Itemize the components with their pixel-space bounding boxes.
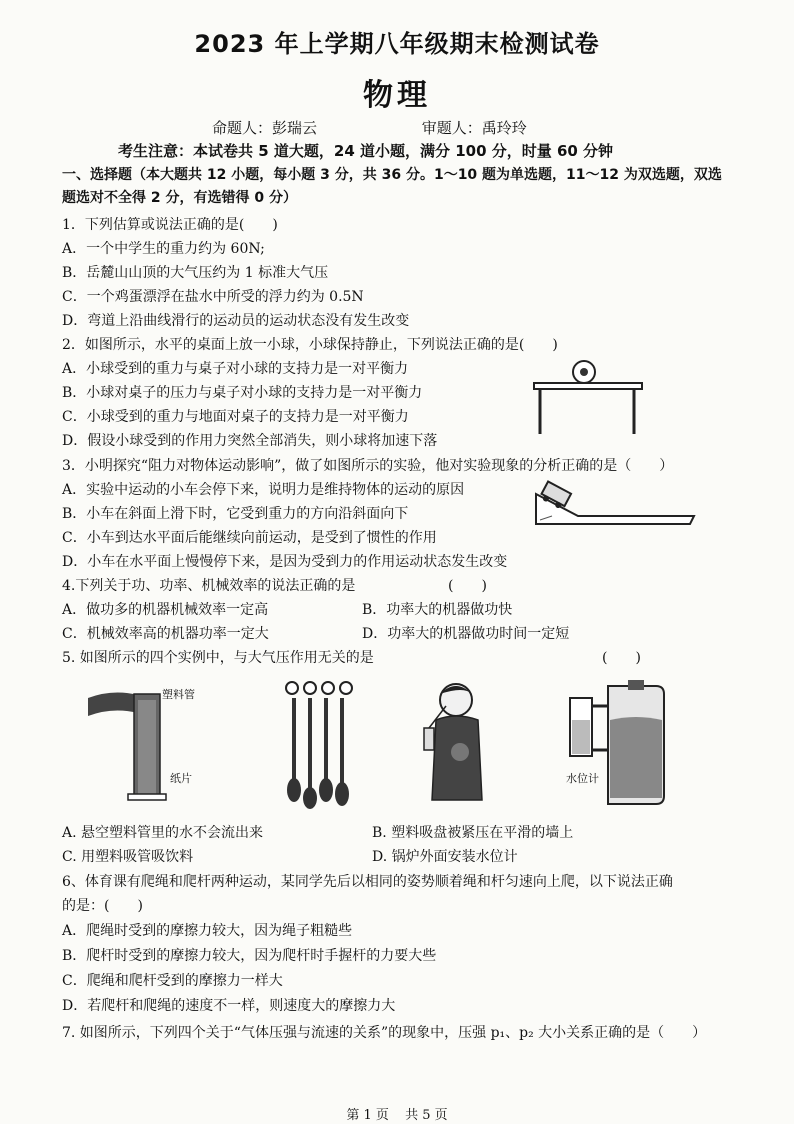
boiler-gauge-figure (560, 680, 670, 810)
table-ball-figure (530, 356, 650, 438)
boy-drinking-figure (420, 680, 490, 810)
q7-stem: 7. 如图所示，下列四个关于“气体压强与流速的关系”的现象中，压强 p₁、p₂ 大小关系正确的是（ ） (62, 1025, 707, 1041)
page-number: 第 1 页 (346, 1108, 389, 1123)
label-plastic-tube: 塑料管 (162, 688, 195, 701)
q1-option-d: D．弯道上沿曲线滑行的运动员的运动状态没有发生改变 (62, 313, 410, 329)
q6-option-c: C．爬绳和爬杆受到的摩擦力一样大 (62, 973, 283, 989)
subject-title: 物理 (363, 78, 431, 113)
q4-option-a: A．做功多的机器机械效率一定高 (62, 602, 269, 618)
q2-option-d: D．假设小球受到的作用力突然全部消失，则小球将加速下落 (62, 433, 438, 449)
q4-option-b: B．功率大的机器做功快 (362, 602, 513, 618)
suction-hooks-figure (280, 680, 360, 810)
q6-stem-line1: 6、体育课有爬绳和爬杆两种运动，某同学先后以相同的姿势顺着绳和杆匀速向上爬，以下说法正确 (62, 874, 673, 890)
q6-option-a: A．爬绳时受到的摩擦力较大，因为绳子粗糙些 (62, 923, 353, 939)
authors-line (212, 117, 527, 138)
q5-paren: ( ) (602, 650, 641, 666)
author: 命题人：彭瑞云 (212, 119, 318, 137)
label-water-gauge: 水位计 (566, 772, 599, 785)
q5-stem: 5. 如图所示的四个实例中，与大气压作用无关的是 (62, 650, 374, 666)
q2-option-c: C．小球受到的重力与地面对桌子的支持力是一对平衡力 (62, 409, 409, 425)
section-heading: 一、选择题（本大题共 12 小题，每小题 3 分，共 36 分。1～10 题为单选题，11～12 为双选题，双选题选对不全得 2 分，有选错得 0 分） (62, 167, 722, 206)
incline-cart-figure (532, 480, 698, 530)
q6-option-d: D．若爬杆和爬绳的速度不一样，则速度大的摩擦力大 (62, 998, 396, 1014)
q4-option-c: C．机械效率高的机器功率一定大 (62, 626, 269, 642)
reviewer: 审题人：禹玲玲 (421, 119, 527, 137)
q4-stem: 4.下列关于功、功率、机械效率的说法正确的是 (62, 578, 356, 594)
q1-option-b: B．岳麓山山顶的大气压约为 1 标准大气压 (62, 265, 329, 281)
q1-option-a: A．一个中学生的重力约为 60N; (62, 241, 265, 257)
q3-option-a: A．实验中运动的小车会停下来，说明力是维持物体的运动的原因 (62, 482, 465, 498)
q5-option-a: A. 悬空塑料管里的水不会流出来 (62, 825, 264, 841)
q3-option-b: B．小车在斜面上滑下时，它受到重力的方向沿斜面向下 (62, 506, 409, 522)
q4-paren: ( ) (448, 578, 487, 594)
exam-notice: 考生注意：本试卷共 5 道大题，24 道小题，满分 100 分，时量 60 分钟 (118, 142, 614, 160)
q3-stem: 3．小明探究“阻力对物体运动影响”，做了如图所示的实验，他对实验现象的分析正确的是（ ） (62, 458, 674, 474)
q5-option-c: C. 用塑料吸管吸饮料 (62, 849, 194, 865)
q2-option-b: B．小球对桌子的压力与桌子对小球的支持力是一对平衡力 (62, 385, 423, 401)
q5-option-d: D. 锅炉外面安装水位计 (372, 849, 518, 865)
q3-option-c: C．小车到达水平面后能继续向前运动，是受到了惯性的作用 (62, 530, 437, 546)
q6-option-b: B．爬杆时受到的摩擦力较大，因为爬杆时手握杆的力要大些 (62, 948, 437, 964)
q4-option-d: D．功率大的机器做功时间一定短 (362, 626, 570, 642)
q1-option-c: C．一个鸡蛋漂浮在盐水中所受的浮力约为 0.5N (62, 289, 364, 305)
page-footer (0, 1104, 794, 1123)
q6-stem-line2: 的是：( ) (62, 898, 143, 914)
q5-option-b: B. 塑料吸盘被紧压在平滑的墙上 (372, 825, 574, 841)
label-paper-card: 纸片 (170, 772, 192, 785)
q1-stem: 1．下列估算或说法正确的是( ) (62, 217, 278, 233)
exam-title: 2023 年上学期八年级期末检测试卷 (194, 30, 600, 58)
q2-stem: 2．如图所示，水平的桌面上放一小球，小球保持静止，下列说法正确的是( ) (62, 337, 558, 353)
q3-option-d: D．小车在水平面上慢慢停下来，是因为受到力的作用运动状态发生改变 (62, 554, 508, 570)
page-total: 共 5 页 (405, 1108, 448, 1123)
q2-option-a: A．小球受到的重力与桌子对小球的支持力是一对平衡力 (62, 361, 409, 377)
